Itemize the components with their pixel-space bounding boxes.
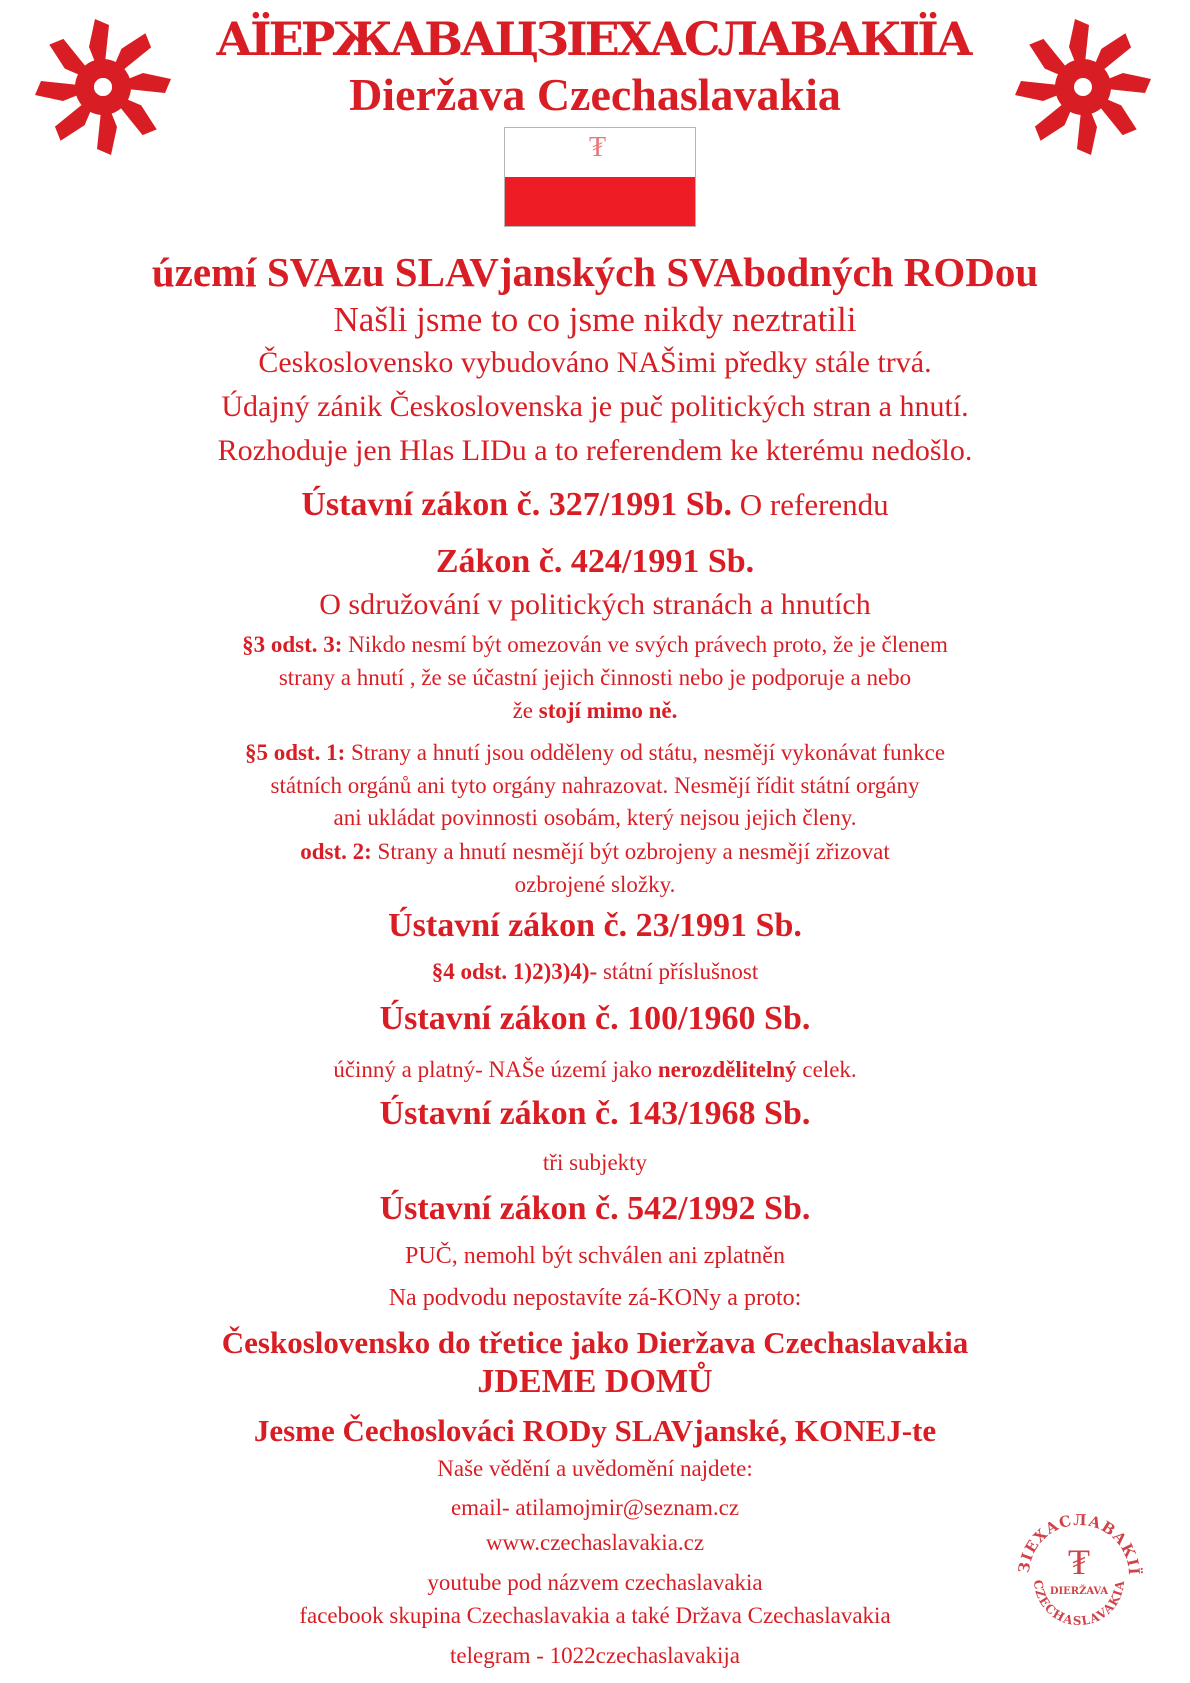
p5-line-1: §5 odst. 1: Strany a hnutí jsou odděleny od státu, nesmějí vykonávat funkce [244,740,946,765]
p5b-line-1: odst. 2: Strany a hnutí nesmějí být ozbrojeny a nesmějí zřizovat [300,839,890,864]
contact-telegram[interactable]: telegram - 1022czechaslavakija [450,1643,740,1668]
stamp-middle-text: DIERŽAVA [1049,1586,1109,1597]
contact-web[interactable]: www.czechaslavakia.cz [485,1530,705,1555]
flag [504,127,696,227]
stamp-emblem: ₮ [1068,1542,1090,1583]
intro-line-1: Našli jsme to co jsme nikdy neztratili [333,300,857,339]
stamp-top-text: ЗІЕХАСЛАВАКІЇ [1014,1510,1144,1577]
headline: území SVAzu SLAVjanských SVAbodných RODou [151,249,1039,295]
p3-line-1: §3 odst. 3: Nikdo nesmí být omezován ve svých právech proto, že je členem [242,632,948,657]
law-327-desc: O referendu [732,487,889,522]
law-143-title: Ústavní zákon č. 143/1968 Sb. [379,1095,811,1132]
p3-line-2: strany a hnutí , že se účastní jejich činnosti nebo je podporuje a nebo [278,665,912,690]
stamp-bottom-text: CZECHASLAVAKIA [1030,1579,1128,1629]
closing-line-4: Jesme Čechoslováci RODy SLAVjanské, KONEJ-te [253,1413,937,1448]
closing-line-3: JDEME DOMŮ [477,1363,713,1400]
law-100-desc: účinný a platný- NAŠe území jako nerozdělitelný celek. [333,1057,857,1082]
law-100-title: Ústavní zákon č. 100/1960 Sb. [379,1000,811,1037]
contact-youtube[interactable]: youtube pod názvem czechaslavakia [427,1570,763,1595]
contact-facebook[interactable]: facebook skupina Czechaslavakia a také Država Czechaslavakia [299,1603,891,1628]
round-stamp [1012,1508,1146,1642]
closing-line-2: Československo do třetice jako Dieržava Czechaslavakia [221,1325,969,1360]
closing-line-1: Na podvodu nepostavíte zá-KONy a proto: [388,1285,802,1311]
p5b-label: odst. 2: [300,839,372,864]
p5-label: §5 odst. 1: [244,740,346,765]
law-143-desc: tři subjekty [542,1150,648,1175]
contact-email[interactable]: email- atilamojmir@seznam.cz [450,1495,740,1520]
intro-line-2: Československo vybudováno NAŠimi předky stále trvá. [258,346,932,379]
cyrillic-title: АЇЕРЖАВАЦЗІЕХАСЛАВАКІЇА [215,12,971,66]
law-327-title: Ústavní zákon č. 327/1991 Sb. [301,486,733,523]
flag-emblem: ₮ [589,132,607,163]
p3-line-3: že stojí mimo ně. [512,698,678,723]
p3-label: §3 odst. 3: [242,632,343,657]
p5-line-2: státních orgánů ani tyto orgány nahrazovat. Nesmějí řídit státní orgány [270,773,920,798]
contact-intro: Naše vědění a uvědomění najdete: [437,1456,753,1481]
p5-line-3: ani ukládat povinnosti osobám, který nejsou jejich členy. [333,805,857,830]
intro-line-4: Rozhoduje jen Hlas LIDu a to referendem ke kterému nedošlo. [217,434,973,467]
page-title: Dieržava Czechaslavakia [349,69,841,120]
law-23-title: Ústavní zákon č. 23/1991 Sb. [388,907,802,944]
law-23-line: §4 odst. 1)2)3)4)- státní příslušnost [431,959,759,984]
p5b-line-2: ozbrojené složky. [514,872,676,897]
law-542-desc: PUČ, nemohl být schválen ani zplatněn [405,1243,785,1269]
intro-line-3: Údajný zánik Československa je puč politických stran a hnutí. [221,390,969,423]
law-424-desc: O sdružování v politických stranách a hnutích [319,588,871,621]
law-424-title: Zákon č. 424/1991 Sb. [435,543,755,580]
law-542-title: Ústavní zákon č. 542/1992 Sb. [379,1190,811,1227]
law-327-line [0,486,1190,524]
